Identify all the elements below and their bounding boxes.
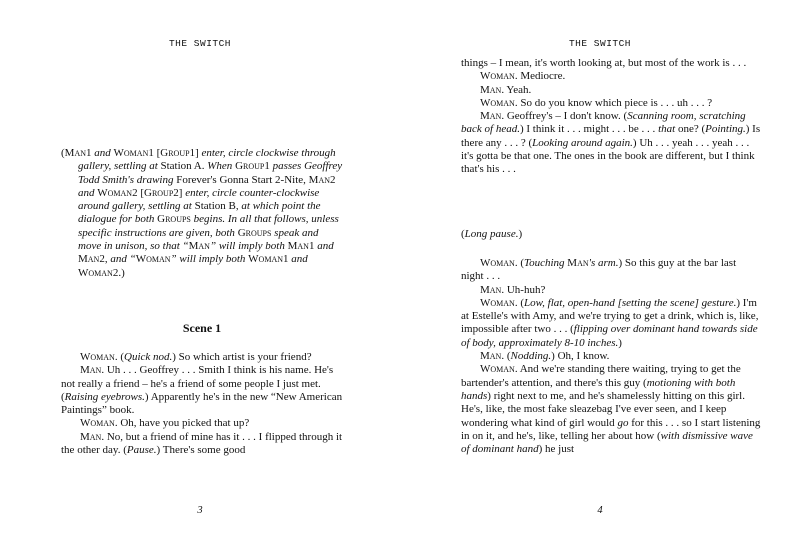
scene-heading-block <box>61 322 343 335</box>
dialogue-text: 2 [ <box>132 186 144 199</box>
dialogue-text: 1 <box>86 147 95 159</box>
dialogue-text: one? ( <box>675 123 706 136</box>
stage-direction-text: begins. In all that follows, unless specific instructions are given, both <box>78 213 339 239</box>
dialogue-line <box>461 363 761 456</box>
dialogue-text: ) I think it . . . might . . . be . . . <box>519 123 659 136</box>
dialogue-text: ) Is there any . . . ? ( <box>461 123 761 149</box>
character-name: Man <box>188 240 210 253</box>
dialogue-text: ) <box>518 228 523 240</box>
dialogue-text: 1 <box>264 160 273 173</box>
dialogue-text: ) right next to me, and he's shamelessly hitting on this girl. He's, like, the most fake sleazebag I've ever seen, and I keep wondering what kind of girl would <box>461 389 745 429</box>
dialogue-text: ) <box>618 336 622 349</box>
dialogue-line <box>461 110 761 176</box>
stage-direction-text: Looking around again. <box>532 136 633 149</box>
stage-direction-text: and “ <box>110 253 136 266</box>
dialogue-text: . Mediocre. <box>514 70 566 83</box>
dialogue-text: Station B, <box>194 200 242 213</box>
dialogue-text: . ( <box>514 296 524 309</box>
character-name: Group <box>235 160 265 173</box>
stage-direction-text: 's arm. <box>588 257 619 269</box>
character-name: Woman <box>248 253 283 266</box>
character-name: Woman <box>78 266 113 279</box>
stage-direction-text: and <box>78 186 98 199</box>
stage-direction-pause <box>461 228 761 241</box>
dialogue-text: ) Uh . . . yeah . . . yeah . . . it's gotta be that one. The ones in the book are different, but I think that's his . . . <box>461 136 755 176</box>
character-name: Groups <box>157 213 194 226</box>
dialogue-text: ) Apparently he's in the new “New American Paintings” book. <box>61 390 343 417</box>
stage-direction <box>61 147 343 280</box>
stage-direction-text: When <box>207 160 236 173</box>
dialogue-text: . Yeah. <box>501 83 532 96</box>
stage-direction-text: that <box>658 123 676 136</box>
stage-direction-text: Low, flat, open-hand [setting the scene] gesture. <box>524 296 737 309</box>
dialogue-text: . Uh . . . Geoffrey . . . Smith I think is his name. He's not really a friend – he's a friend of some people I just met. ( <box>61 364 334 403</box>
dialogue-text: ) There's some good <box>156 444 246 457</box>
stage-direction-text: go <box>617 416 629 429</box>
page-number: 3 <box>197 505 203 516</box>
dialogue-text: 1 <box>308 240 318 253</box>
dialogue-text: 2.) <box>112 266 125 279</box>
character-name: Woman <box>480 96 515 109</box>
character-name: Man <box>80 430 102 443</box>
stage-direction-text: enter, circle counter-clockwise around gallery, settling at <box>78 186 320 213</box>
dialogue-text: ) he just <box>538 443 575 456</box>
stage-direction-text: Quick nod. <box>124 351 173 363</box>
dialogue-line <box>461 84 761 97</box>
character-name: Group <box>144 186 174 199</box>
running-head: THE SWITCH <box>568 38 631 49</box>
dialogue-text: ( <box>461 228 465 240</box>
dialogue-line <box>461 350 761 363</box>
character-name: Woman <box>480 257 515 269</box>
dialogue-text: . Uh-huh? <box>501 283 546 296</box>
dialogue-block <box>61 351 343 457</box>
stage-direction-text: passes Geoffrey Todd Smith's drawing <box>78 160 343 186</box>
dialogue-text: . ( <box>501 350 511 363</box>
dialogue-line <box>461 70 761 83</box>
character-name: Woman <box>80 351 115 363</box>
character-name: Man <box>78 253 100 266</box>
dialogue-line <box>461 97 761 110</box>
character-name: Man <box>567 257 589 269</box>
character-name: Groups <box>237 226 275 239</box>
dialogue-text: . And we're standing there waiting, trying to get the bartender's attention, and there's this guy ( <box>461 363 741 389</box>
stage-direction-text: and <box>317 240 334 253</box>
character-name: Woman <box>80 417 115 430</box>
dialogue-text: 2] <box>173 186 186 199</box>
dialogue-text: . ( <box>514 257 524 269</box>
dialogue-text: . So do you know which piece is . . . uh . . . ? <box>514 96 713 109</box>
character-name: Man <box>480 110 502 123</box>
dialogue-line <box>61 364 343 417</box>
character-name: Man <box>80 364 102 377</box>
stage-direction-text: with dismissive wave of dominant hand <box>461 429 753 456</box>
dialogue-text: 2, <box>99 253 111 266</box>
stage-direction-text: and <box>94 147 114 159</box>
stage-direction-text: Nodding. <box>510 350 552 363</box>
character-name: Man <box>308 173 331 186</box>
character-name: Woman <box>480 363 515 376</box>
stage-direction-text: ” will imply both <box>209 240 288 253</box>
character-name: Woman <box>480 296 515 309</box>
dialogue-text: 2 <box>330 173 336 186</box>
dialogue-line <box>61 431 343 458</box>
dialogue-text: . No, but a friend of mine has it . . . I flipped through it the other day. ( <box>61 430 343 457</box>
stage-direction-text: Scanning room, scratching back of head. <box>461 110 746 136</box>
dialogue-text: . Geoffrey's – I don't know. ( <box>501 110 628 123</box>
stage-direction-text: Touching <box>524 257 568 269</box>
running-head: THE SWITCH <box>168 38 231 49</box>
character-name: Woman <box>135 253 171 266</box>
dialogue-text: ) So this guy at the bar last night . . . <box>461 257 737 283</box>
dialogue-text: Forever's Gonna Start 2-Nite, <box>176 173 309 186</box>
dialogue-text: 1] <box>189 147 202 159</box>
scene-heading: Scene 1 <box>182 321 222 335</box>
stage-direction-text: at which point the dialogue for both <box>78 200 321 226</box>
stage-direction-text: Long pause. <box>464 228 519 240</box>
dialogue-text: Station A. <box>160 160 208 173</box>
stage-direction-text: speak and move in unison, so that “ <box>78 226 319 253</box>
stage-direction-text: ” will imply both <box>170 253 249 266</box>
opening-stage-direction <box>61 147 343 280</box>
stage-direction-text: enter, circle clockwise through gallery, settling at <box>78 147 336 173</box>
dialogue-line <box>461 257 761 284</box>
dialogue-text: ) I'm at Estelle's with Amy, and we're trying to get a drink, which is, like, impossible after two . . . ( <box>461 296 759 336</box>
dialogue-text: things – I mean, it's worth looking at, but most of the work is . . . <box>461 57 747 69</box>
stage-direction-text: flipping over dominant hand towards side of body, approximately 8-10 inches. <box>461 323 758 349</box>
dialogue-line <box>461 297 761 350</box>
character-name: Woman <box>97 186 133 199</box>
character-name: Woman <box>113 147 149 159</box>
dialogue-text: ) So which artist is your friend? <box>172 351 312 363</box>
character-name: Man <box>480 350 502 363</box>
dialogue-text: ( <box>61 147 65 159</box>
dialogue-line <box>61 351 343 364</box>
character-name: Man <box>287 240 309 253</box>
stage-direction-text: Pause. <box>126 444 157 457</box>
dialogue-block-top <box>461 57 761 177</box>
character-name: Man <box>480 283 502 296</box>
character-name: Woman <box>480 70 515 83</box>
dialogue-text: . Oh, have you picked that up? <box>114 417 250 430</box>
stage-direction-text: Pointing. <box>705 123 746 136</box>
dialogue-line <box>461 284 761 297</box>
dialogue-text: for this . . . so I start listening in on it, and he's, like, telling her about how ( <box>461 416 761 442</box>
dialogue-continuation <box>461 57 761 70</box>
stage-direction-text: motioning with both hands <box>461 376 736 402</box>
dialogue-text: 1 <box>283 253 292 266</box>
stage-direction-text: and <box>291 253 308 266</box>
pause-block <box>461 228 761 241</box>
page-number: 4 <box>597 505 603 516</box>
character-name: Man <box>64 147 87 159</box>
stage-direction-text: Raising eyebrows. <box>64 390 145 403</box>
dialogue-text: . ( <box>114 351 124 363</box>
dialogue-line <box>61 417 343 430</box>
dialogue-block-bottom <box>461 257 761 456</box>
dialogue-text: ) Oh, I know. <box>551 350 610 363</box>
character-name: Man <box>480 83 502 96</box>
character-name: Group <box>160 147 190 159</box>
dialogue-text: 1 [ <box>148 147 161 159</box>
